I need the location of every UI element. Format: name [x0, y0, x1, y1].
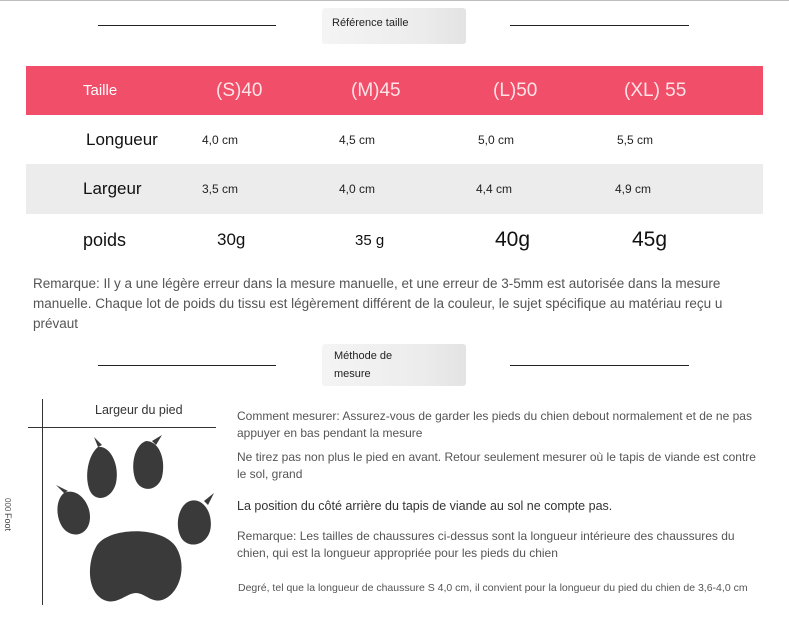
table-row: [26, 164, 763, 214]
header-size-m: (M)45: [351, 79, 401, 101]
paw-print-icon: [50, 435, 230, 610]
table-cell: 4,0 cm: [339, 182, 376, 196]
table-cell: 5,0 cm: [478, 132, 515, 147]
divider-right: [510, 365, 689, 366]
table-cell: 4,0 cm: [202, 132, 239, 147]
foot-zero-label: 000: [3, 498, 12, 512]
header-size-xl: (XL) 55: [624, 79, 687, 101]
table-cell: 40g: [495, 228, 531, 251]
table-cell: 4,9 cm: [615, 182, 652, 196]
row-label: Longueur: [86, 129, 158, 149]
axis-horizontal: [28, 427, 216, 428]
table-cell: 4,4 cm: [476, 182, 513, 196]
paw-width-label: Largeur du pied: [95, 403, 183, 417]
table-cell: 30g: [217, 230, 246, 249]
section-title-reference: [322, 8, 466, 44]
note-item: Degré, tel que la longueur de chaussure S 4,0 cm, il convient pour la longueur du pied du chien de 3,6-4,0 cm: [238, 582, 748, 594]
table-row: [26, 115, 763, 164]
note-item: La position du côté arrière du tapis de viande au sol ne compte pas.: [237, 499, 613, 513]
divider-left: [98, 365, 276, 366]
section-title-method: [322, 344, 466, 386]
paw-diagram: [0, 395, 230, 610]
table-cell: 5,5 cm: [617, 132, 654, 147]
remark-text: Remarque: Il y a une légère erreur dans la mesure manuelle, et une erreur de 3-5mm est autorisée dans la mesure manuelle. Chaque lot de poids du tissu est légèrement différent de la couleur, le sujet spécifique au matériau reçu u prévaut: [33, 276, 723, 331]
note-item: Comment mesurer: Assurez-vous de garder les pieds du chien debout normalement et de ne pas appuyer en bas pendant la mesure: [237, 409, 752, 440]
section-title-line: Méthode de: [334, 350, 393, 362]
section-title-line: mesure: [334, 368, 371, 380]
top-border: [0, 0, 789, 1]
table-cell: 4,5 cm: [339, 132, 376, 147]
table-cell: 45g: [632, 228, 668, 251]
foot-label: Foot: [3, 513, 13, 532]
table-cell: 3,5 cm: [202, 182, 239, 196]
table-cell: 35 g: [355, 231, 385, 249]
section-title-text: Référence taille: [332, 17, 409, 29]
row-label: poids: [83, 229, 127, 250]
header-size-l: (L)50: [493, 79, 538, 101]
header-label: Taille: [83, 82, 118, 99]
table-header-row: [26, 66, 763, 115]
axis-vertical: [42, 399, 43, 605]
divider-right: [510, 25, 689, 26]
divider-left: [98, 25, 276, 26]
note-item: Remarque: Les tailles de chaussures ci-dessus sont la longueur intérieure des chaussures du chien, qui est la longueur appropriée pour les pieds du chien: [237, 529, 735, 560]
row-label: Largeur: [83, 179, 142, 198]
note-item: Ne tirez pas non plus le pied en avant. Retour seulement mesurer où le tapis de viande est contre le sol, grand: [237, 450, 756, 481]
table-row: [26, 214, 763, 266]
header-size-s: (S)40: [216, 79, 263, 101]
